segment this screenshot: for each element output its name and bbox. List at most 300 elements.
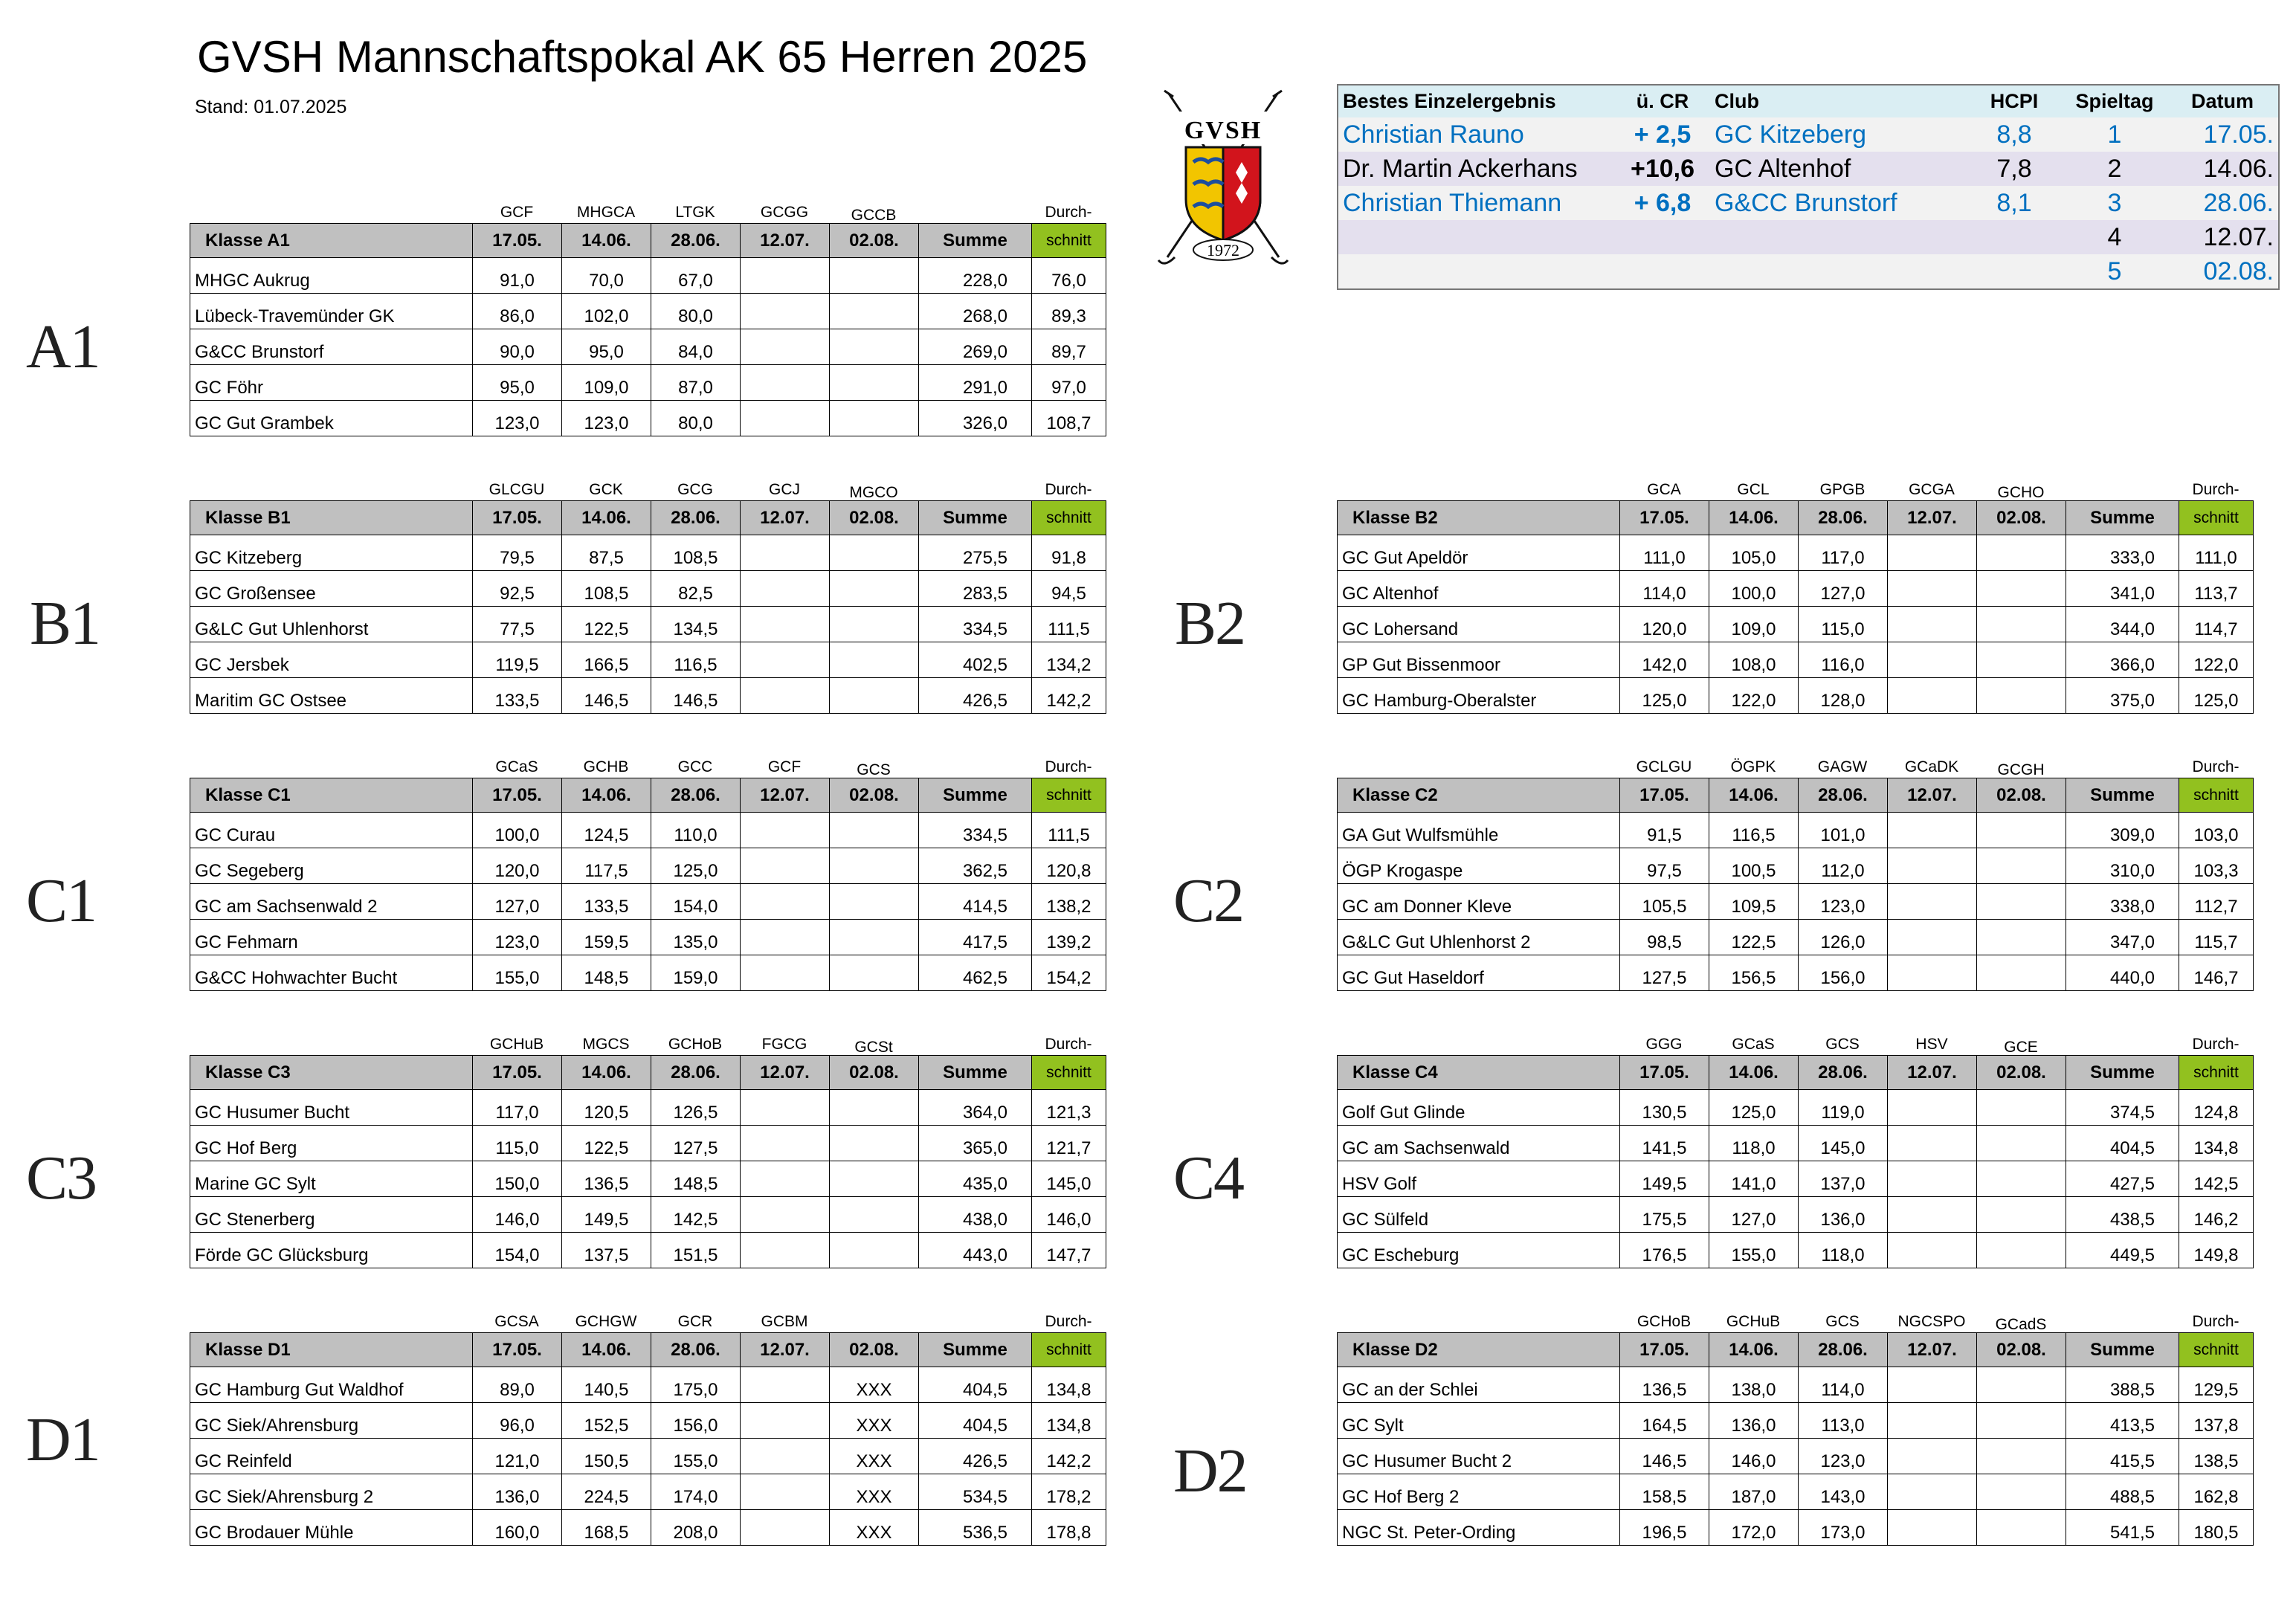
spieltag: 3	[2063, 186, 2167, 220]
score-cell	[1888, 535, 1977, 571]
class-name: Klasse D2	[1338, 1333, 1620, 1367]
hcpi	[1966, 254, 2063, 288]
gvsh-logo	[1152, 88, 1294, 271]
club-code: GCHGW	[575, 1313, 637, 1330]
sum-cell: 440,0	[2066, 955, 2179, 991]
team-row	[1338, 1403, 2254, 1439]
score-cell: 159,5	[562, 920, 651, 955]
sum-cell: 374,5	[2066, 1090, 2179, 1126]
score-cell	[830, 678, 919, 714]
club-code: GCaDK	[1904, 758, 1959, 775]
player-name	[1338, 220, 1615, 254]
score-cell: 149,5	[1620, 1161, 1709, 1197]
team-row	[1338, 1197, 2254, 1233]
club-name: G&CC Brunstorf	[1710, 186, 1966, 220]
score-cell	[1888, 1197, 1977, 1233]
club-codes	[190, 189, 1106, 223]
score-cell: 168,5	[562, 1510, 651, 1546]
score-cell	[1977, 1403, 2066, 1439]
class-header-row	[190, 1333, 1106, 1367]
svg-text:1972: 1972	[1207, 241, 1239, 259]
team-name: GC Föhr	[190, 365, 473, 401]
average-cell: 145,0	[1032, 1161, 1106, 1197]
club-code: GCG	[677, 481, 713, 498]
score-cell: 148,5	[562, 955, 651, 991]
team-row	[1338, 642, 2254, 678]
date-header: 12.07.	[741, 224, 830, 258]
score-cell: 123,0	[1799, 884, 1888, 920]
team-name: MHGC Aukrug	[190, 258, 473, 294]
sum-cell: 366,0	[2066, 642, 2179, 678]
score-cell	[1888, 848, 1977, 884]
team-name: GC Segeberg	[190, 848, 473, 884]
club-code: GCadS	[1995, 1316, 2047, 1333]
best-results-table	[1337, 84, 2280, 290]
header-cr: ü. CR	[1615, 86, 1710, 117]
score-cell	[830, 1161, 919, 1197]
score-cell: 110,0	[651, 813, 741, 848]
score-cell: 155,0	[473, 955, 562, 991]
score-cell	[741, 1439, 830, 1474]
score-cell: 123,0	[473, 920, 562, 955]
score-cell	[1888, 1233, 1977, 1268]
header-club: Club	[1710, 86, 1966, 117]
sum-cell: 462,5	[919, 955, 1032, 991]
average-cell: 121,3	[1032, 1090, 1106, 1126]
team-name: G&LC Gut Uhlenhorst 2	[1338, 920, 1620, 955]
sum-cell: 404,5	[919, 1403, 1032, 1439]
score-cell: 100,5	[1709, 848, 1799, 884]
score-cell: 141,5	[1620, 1126, 1709, 1161]
date-header: 14.06.	[1709, 778, 1799, 813]
score-cell: 77,5	[473, 607, 562, 642]
score-cell	[741, 258, 830, 294]
score-cell	[1977, 1197, 2066, 1233]
team-name: Golf Gut Glinde	[1338, 1090, 1620, 1126]
score-cell	[830, 920, 919, 955]
club-codes	[1337, 1298, 2253, 1332]
score-cell: 146,5	[562, 678, 651, 714]
team-row	[190, 642, 1106, 678]
score-cell: 91,0	[473, 258, 562, 294]
club-code: GCA	[1647, 481, 1681, 498]
score-cell	[1888, 1161, 1977, 1197]
team-name: Lübeck-Travemünder GK	[190, 294, 473, 329]
score-cell	[1977, 678, 2066, 714]
score-cell: 105,0	[1709, 535, 1799, 571]
score-cell	[1888, 571, 1977, 607]
team-row	[190, 884, 1106, 920]
class-header-row	[1338, 1056, 2254, 1090]
club-codes	[190, 466, 1106, 500]
score-cell: XXX	[830, 1403, 919, 1439]
team-row	[1338, 1090, 2254, 1126]
team-row	[1338, 1161, 2254, 1197]
summe-header: Summe	[2066, 501, 2179, 535]
score-cell	[741, 884, 830, 920]
schnitt-header: schnitt	[1032, 1056, 1106, 1090]
score-cell: 142,0	[1620, 642, 1709, 678]
score-cell: 150,0	[473, 1161, 562, 1197]
schnitt-header: schnitt	[1032, 1333, 1106, 1367]
score-cell: 111,0	[1620, 535, 1709, 571]
date-header: 02.08.	[830, 1333, 919, 1367]
class-label-a1: A1	[26, 312, 100, 381]
score-cell: 117,0	[1799, 535, 1888, 571]
class-table-d2	[1337, 1298, 2253, 1546]
score-cell	[741, 401, 830, 436]
team-name: GA Gut Wulfsmühle	[1338, 813, 1620, 848]
summe-header: Summe	[2066, 1333, 2179, 1367]
team-row	[190, 258, 1106, 294]
team-name: GC Hamburg Gut Waldhof	[190, 1367, 473, 1403]
sum-cell: 426,5	[919, 678, 1032, 714]
club-code: GCSt	[854, 1039, 893, 1056]
date-header: 14.06.	[562, 778, 651, 813]
club-code: GCS	[1825, 1313, 1860, 1330]
date-header: 17.05.	[473, 778, 562, 813]
team-name: GC Gut Haseldorf	[1338, 955, 1620, 991]
date-header: 12.07.	[741, 778, 830, 813]
class-table-c2	[1337, 743, 2253, 991]
score-cell: 166,5	[562, 642, 651, 678]
score-cell	[1977, 1439, 2066, 1474]
score-cell: 134,5	[651, 607, 741, 642]
page-title: GVSH Mannschaftspokal AK 65 Herren 2025	[197, 32, 1088, 82]
class-label-c1: C1	[26, 866, 97, 935]
best-result-row	[1338, 117, 2278, 152]
score-cell	[1977, 642, 2066, 678]
class-label-c4: C4	[1173, 1143, 1244, 1213]
score-cell: 121,0	[473, 1439, 562, 1474]
score-cell	[741, 920, 830, 955]
score-cell: 176,5	[1620, 1233, 1709, 1268]
team-name: Förde GC Glücksburg	[190, 1233, 473, 1268]
class-name: Klasse C2	[1338, 778, 1620, 813]
average-cell: 111,5	[1032, 813, 1106, 848]
team-name: GC am Sachsenwald	[1338, 1126, 1620, 1161]
score-cell: XXX	[830, 1439, 919, 1474]
date-header: 02.08.	[1977, 1056, 2066, 1090]
header-best: Bestes Einzelergebnis	[1338, 86, 1615, 117]
score-cell: 135,0	[651, 920, 741, 955]
score-cell	[830, 607, 919, 642]
club-code: GCBM	[761, 1313, 808, 1330]
class-table-a1	[190, 189, 1106, 436]
score-cell	[830, 1197, 919, 1233]
team-row	[190, 535, 1106, 571]
club-code: HSV	[1915, 1036, 1948, 1053]
team-row	[1338, 955, 2254, 991]
best-results-header	[1338, 86, 2278, 117]
team-name: GC am Sachsenwald 2	[190, 884, 473, 920]
average-cell: 108,7	[1032, 401, 1106, 436]
average-cell: 146,7	[2179, 955, 2254, 991]
datum: 02.08.	[2167, 254, 2278, 288]
sum-cell: 269,0	[919, 329, 1032, 365]
sum-cell: 438,5	[2066, 1197, 2179, 1233]
score-cell	[830, 535, 919, 571]
score-cell: 108,0	[1709, 642, 1799, 678]
date-header: 02.08.	[830, 778, 919, 813]
club-code: GCLGU	[1636, 758, 1692, 775]
sum-cell: 541,5	[2066, 1510, 2179, 1546]
schnitt-header: schnitt	[1032, 224, 1106, 258]
date-header: 14.06.	[562, 1056, 651, 1090]
date-header: 17.05.	[473, 501, 562, 535]
class-name: Klasse C4	[1338, 1056, 1620, 1090]
header-hcpi: HCPI	[1966, 86, 2063, 117]
score-cell: 119,0	[1799, 1090, 1888, 1126]
score-cell: 95,0	[562, 329, 651, 365]
score-cell: 116,5	[1709, 813, 1799, 848]
score-cell	[830, 294, 919, 329]
score-cell: 160,0	[473, 1510, 562, 1546]
date-header: 28.06.	[651, 1056, 741, 1090]
date-header: 28.06.	[651, 1333, 741, 1367]
score-cell	[741, 955, 830, 991]
sum-cell: 417,5	[919, 920, 1032, 955]
average-cell: 139,2	[1032, 920, 1106, 955]
date-header: 12.07.	[1888, 778, 1977, 813]
score-cell: 119,5	[473, 642, 562, 678]
score-cell	[830, 813, 919, 848]
team-row	[1338, 678, 2254, 714]
score-cell	[741, 1090, 830, 1126]
club-name	[1710, 220, 1966, 254]
score-cell	[741, 329, 830, 365]
team-name: Maritim GC Ostsee	[190, 678, 473, 714]
score-cell	[741, 813, 830, 848]
score-cell: 133,5	[562, 884, 651, 920]
sum-cell: 283,5	[919, 571, 1032, 607]
team-name: GC Altenhof	[1338, 571, 1620, 607]
date-header: 17.05.	[1620, 1333, 1709, 1367]
schnitt-header: schnitt	[2179, 1056, 2254, 1090]
score-cell	[830, 1233, 919, 1268]
score-cell: 116,0	[1799, 642, 1888, 678]
average-cell: 97,0	[1032, 365, 1106, 401]
class-label-b2: B2	[1175, 589, 1245, 658]
score-cell: 146,0	[473, 1197, 562, 1233]
score-cell: 175,5	[1620, 1197, 1709, 1233]
average-cell: 76,0	[1032, 258, 1106, 294]
score-cell: 112,0	[1799, 848, 1888, 884]
club-codes	[190, 743, 1106, 778]
score-cell: 127,0	[1799, 571, 1888, 607]
class-label-c3: C3	[26, 1143, 97, 1213]
sum-cell: 414,5	[919, 884, 1032, 920]
best-result-row	[1338, 152, 2278, 186]
score-cell: 79,5	[473, 535, 562, 571]
datum: 12.07.	[2167, 220, 2278, 254]
average-cell: 91,8	[1032, 535, 1106, 571]
club-code: ÖGPK	[1730, 758, 1776, 775]
team-row	[1338, 1367, 2254, 1403]
score-cell	[1977, 1510, 2066, 1546]
score-cell: 155,0	[1709, 1233, 1799, 1268]
score-cell: 136,5	[562, 1161, 651, 1197]
score-cell: 125,0	[1709, 1090, 1799, 1126]
class-header-row	[1338, 778, 2254, 813]
club-code: MGCS	[582, 1036, 630, 1053]
score-cell: 154,0	[473, 1233, 562, 1268]
team-name: GC Stenerberg	[190, 1197, 473, 1233]
score-cell: 115,0	[473, 1126, 562, 1161]
score-cell: 91,5	[1620, 813, 1709, 848]
team-name: GC Hof Berg	[190, 1126, 473, 1161]
date-header: 12.07.	[1888, 1056, 1977, 1090]
average-cell: 146,2	[2179, 1197, 2254, 1233]
summe-header: Summe	[919, 1056, 1032, 1090]
team-name: HSV Golf	[1338, 1161, 1620, 1197]
spieltag: 4	[2063, 220, 2167, 254]
score-cell	[1888, 920, 1977, 955]
class-header-row	[190, 1056, 1106, 1090]
club-codes	[1337, 743, 2253, 778]
sum-cell: 402,5	[919, 642, 1032, 678]
score-cell: 67,0	[651, 258, 741, 294]
club-code: GCHB	[583, 758, 629, 775]
club-code: GCHO	[1997, 484, 2045, 501]
over-cr	[1615, 220, 1710, 254]
class-table-b2	[1337, 466, 2253, 714]
club-code: GCF	[767, 758, 802, 775]
date-header: 12.07.	[741, 501, 830, 535]
score-cell: 152,5	[562, 1403, 651, 1439]
date-header: 17.05.	[473, 1333, 562, 1367]
average-cell: 134,8	[1032, 1403, 1106, 1439]
average-cell: 147,7	[1032, 1233, 1106, 1268]
score-cell	[741, 571, 830, 607]
class-table-c4	[1337, 1021, 2253, 1268]
score-cell	[1977, 535, 2066, 571]
score-cell	[1888, 884, 1977, 920]
club-code: LTGK	[675, 204, 715, 221]
team-row	[190, 294, 1106, 329]
score-cell: 115,0	[1799, 607, 1888, 642]
sum-cell: 427,5	[2066, 1161, 2179, 1197]
club-code: GCGA	[1909, 481, 1955, 498]
score-cell: 124,5	[562, 813, 651, 848]
team-row	[1338, 1474, 2254, 1510]
class-header-row	[190, 501, 1106, 535]
score-cell: 89,0	[473, 1367, 562, 1403]
club-code: GCR	[677, 1313, 713, 1330]
team-name: GC Siek/Ahrensburg 2	[190, 1474, 473, 1510]
score-cell	[1888, 955, 1977, 991]
team-row	[1338, 535, 2254, 571]
score-cell: 137,5	[562, 1233, 651, 1268]
durch-label: Durch-	[2192, 1313, 2239, 1330]
team-row	[1338, 884, 2254, 920]
hcpi: 7,8	[1966, 152, 2063, 186]
sum-cell: 388,5	[2066, 1367, 2179, 1403]
sum-cell: 415,5	[2066, 1439, 2179, 1474]
club-code: GCHoB	[1636, 1313, 1692, 1330]
average-cell: 103,3	[2179, 848, 2254, 884]
team-row	[190, 1510, 1106, 1546]
hcpi: 8,1	[1966, 186, 2063, 220]
club-code: GCCB	[851, 207, 897, 224]
class-label-b1: B1	[30, 589, 100, 658]
team-name: GC Husumer Bucht 2	[1338, 1439, 1620, 1474]
class-header-row	[190, 224, 1106, 258]
score-cell: 151,5	[651, 1233, 741, 1268]
team-row	[190, 848, 1106, 884]
score-cell: 86,0	[473, 294, 562, 329]
score-cell	[830, 955, 919, 991]
score-cell: 92,5	[473, 571, 562, 607]
team-row	[1338, 1510, 2254, 1546]
summe-header: Summe	[919, 224, 1032, 258]
score-cell: 148,5	[651, 1161, 741, 1197]
score-cell: 175,0	[651, 1367, 741, 1403]
score-cell	[830, 884, 919, 920]
score-cell	[1977, 1090, 2066, 1126]
summe-header: Summe	[919, 501, 1032, 535]
player-name: Christian Rauno	[1338, 117, 1615, 152]
club-code: MGCO	[849, 484, 898, 501]
date-header: 14.06.	[1709, 501, 1799, 535]
date-header: 28.06.	[1799, 778, 1888, 813]
date-header: 28.06.	[1799, 501, 1888, 535]
date-header: 17.05.	[473, 224, 562, 258]
team-name: GC Sülfeld	[1338, 1197, 1620, 1233]
score-cell: 136,0	[1799, 1197, 1888, 1233]
average-cell: 142,2	[1032, 678, 1106, 714]
team-row	[1338, 1233, 2254, 1268]
score-cell	[1888, 1090, 1977, 1126]
average-cell: 89,3	[1032, 294, 1106, 329]
average-cell: 124,8	[2179, 1090, 2254, 1126]
header-spieltag: Spieltag	[2063, 86, 2167, 117]
score-cell	[741, 1161, 830, 1197]
club-code: GCS	[1825, 1036, 1860, 1053]
over-cr: + 6,8	[1615, 186, 1710, 220]
date-header: 02.08.	[1977, 778, 2066, 813]
sum-cell: 413,5	[2066, 1403, 2179, 1439]
datum: 14.06.	[2167, 152, 2278, 186]
sum-cell: 534,5	[919, 1474, 1032, 1510]
score-cell	[1888, 1510, 1977, 1546]
date-header: 02.08.	[830, 1056, 919, 1090]
score-cell: 87,5	[562, 535, 651, 571]
score-cell	[1977, 955, 2066, 991]
team-row	[190, 1126, 1106, 1161]
score-cell: 133,5	[473, 678, 562, 714]
over-cr	[1615, 254, 1710, 288]
team-name: Marine GC Sylt	[190, 1161, 473, 1197]
score-cell	[741, 535, 830, 571]
team-row	[1338, 571, 2254, 607]
class-name: Klasse D1	[190, 1333, 473, 1367]
score-cell	[1977, 920, 2066, 955]
durch-label: Durch-	[1045, 1313, 1092, 1330]
sum-cell: 364,0	[919, 1090, 1032, 1126]
class-name: Klasse A1	[190, 224, 473, 258]
date-header: 02.08.	[1977, 501, 2066, 535]
durch-label: Durch-	[1045, 204, 1092, 221]
club-code: GCK	[589, 481, 623, 498]
team-row	[190, 401, 1106, 436]
score-cell	[1888, 1367, 1977, 1403]
score-cell: 120,5	[562, 1090, 651, 1126]
score-cell: XXX	[830, 1510, 919, 1546]
sum-cell: 268,0	[919, 294, 1032, 329]
team-row	[1338, 1439, 2254, 1474]
score-cell: 125,0	[651, 848, 741, 884]
